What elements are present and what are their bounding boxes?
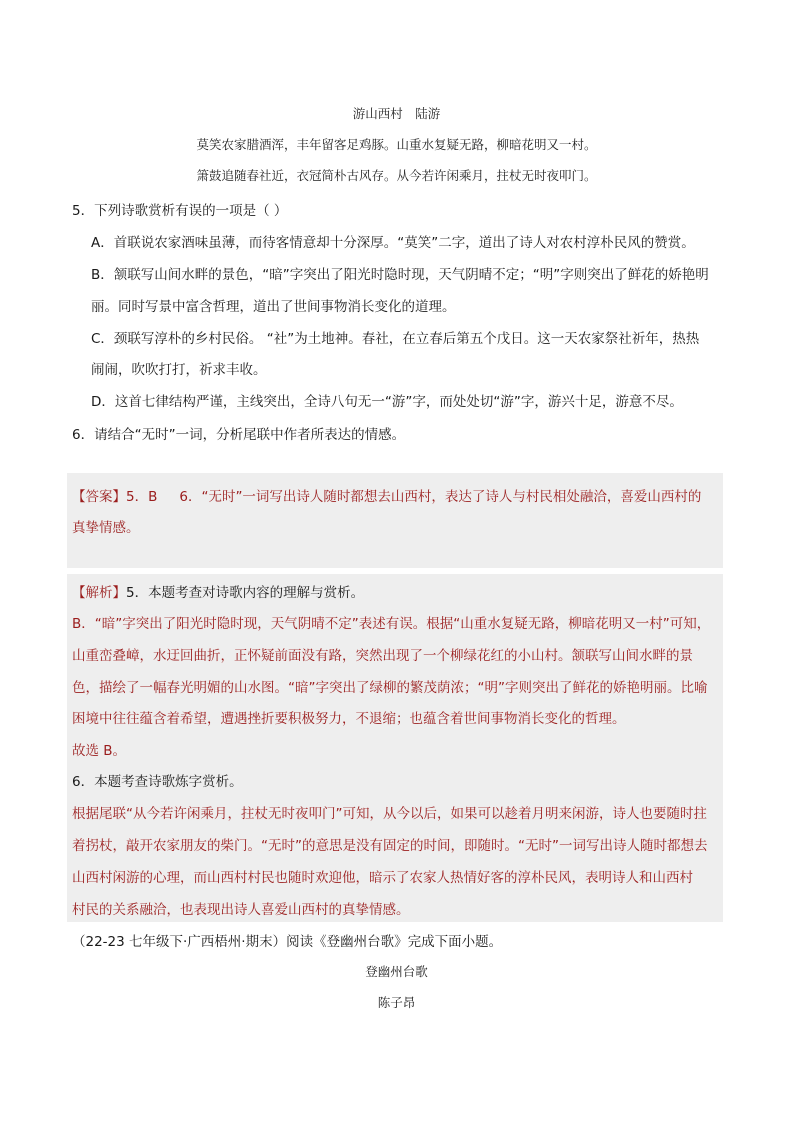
analysis-line-2: B．“暗”字突出了阳光时隐时现，天气阴晴不定”表述有误。根据“山重水复疑无路，柳暗花明又一村”可知， <box>72 616 711 632</box>
question-5-stem: 5．下列诗歌赏析有误的一项是（ ） <box>72 203 288 219</box>
analysis-line-5: 困境中往往蕴含着希望，遭遇挫折要积极努力，不退缩；也蕴含着世间事物消长变化的哲理。 <box>72 711 626 727</box>
analysis-line-1: 【解析】5．本题考查对诗歌内容的理解与赏析。 <box>72 585 365 601</box>
question-5-option-d: D．这首七律结构严谨，主线突出，全诗八句无一“游”字，而处处切“游”字，游兴十足，游意不尽。 <box>91 394 683 410</box>
question-5-option-c-line-2: 闹闹，吹吹打打，祈求丰收。 <box>91 362 267 378</box>
question-5-option-b-line-1: B．颔联写山间水畔的景色，“暗”字突出了阳光时隐时现，天气阴晴不定；“明”字则突出了鲜花的娇艳明 <box>91 267 709 283</box>
question-6-stem: 6．请结合“无时”一词，分析尾联中作者所表达的情感。 <box>72 427 406 443</box>
poem-line-1: 莫笑农家腊酒浑，丰年留客足鸡豚。山重水复疑无路，柳暗花明又一村。 <box>196 137 597 152</box>
next-poem-author: 陈子昂 <box>377 995 416 1010</box>
poem-title: 游山西村 陆游 <box>352 106 441 121</box>
next-poem-title: 登幽州台歌 <box>365 964 428 979</box>
answer-6-line-2: 真挚情感。 <box>72 520 140 536</box>
analysis-line-10: 山西村闲游的心理，而山西村村民也随时欢迎他，暗示了农家人热情好客的淳朴民风，表明诗人和山西村 <box>72 870 693 886</box>
next-section-intro: （22-23 七年级下·广西梧州·期末）阅读《登幽州台歌》完成下面小题。 <box>72 934 503 950</box>
analysis-line-8: 根据尾联“从今若许闲乘月，拄杖无时夜叩门”可知，从今以后，如果可以趁着月明来闲游，诗人也要随时拄 <box>72 806 707 822</box>
analysis-line-11: 村民的关系融洽，也表现出诗人喜爱山西村的真挚情感。 <box>72 902 410 918</box>
analysis-line-6: 故选 B。 <box>72 743 127 759</box>
poem-line-2: 箫鼓追随春社近，衣冠简朴古风存。从今若许闲乘月，拄杖无时夜叩门。 <box>196 168 597 183</box>
answer-6-line-1: 6．“无时”一词写出诗人随时都想去山西村，表达了诗人与村民相处融洽，喜爱山西村的 <box>179 489 702 505</box>
analysis-line-9: 着拐杖，敲开农家朋友的柴门。“无时”的意思是没有固定的时间，即随时。“无时”一词写出诗人随时都想去 <box>72 838 708 854</box>
analysis-line-7: 6．本题考查诗歌炼字赏析。 <box>72 774 243 790</box>
answer-5: 5．B <box>126 489 158 505</box>
question-5-option-a: A．首联说农家酒味虽薄，而待客情意却十分深厚。“莫笑”二字，道出了诗人对农村淳朴民风的赞赏。 <box>91 235 695 251</box>
question-5-option-c-line-1: C．颈联写淳朴的乡村民俗。 “社”为土地神。春社，在立春后第五个戊日。这一天农家祭社祈年，热热 <box>91 331 700 347</box>
answer-tag: 【答案】 <box>72 489 126 505</box>
analysis-line-4: 色，描绘了一幅春光明媚的山水图。“暗”字突出了绿柳的繁茂荫浓；“明”字则突出了鲜花的娇艳明丽。比喻 <box>72 680 708 696</box>
analysis-tag: 【解析】 <box>72 585 126 601</box>
analysis-line-3: 山重峦叠嶂，水迂回曲折，正怀疑前面没有路，突然出现了一个柳绿花红的小山村。颔联写山间水畔的景 <box>72 648 693 664</box>
answer-line-1 <box>72 485 733 505</box>
question-5-option-b-line-2: 丽。同时写景中富含哲理，道出了世间事物消长变化的道理。 <box>91 299 456 315</box>
